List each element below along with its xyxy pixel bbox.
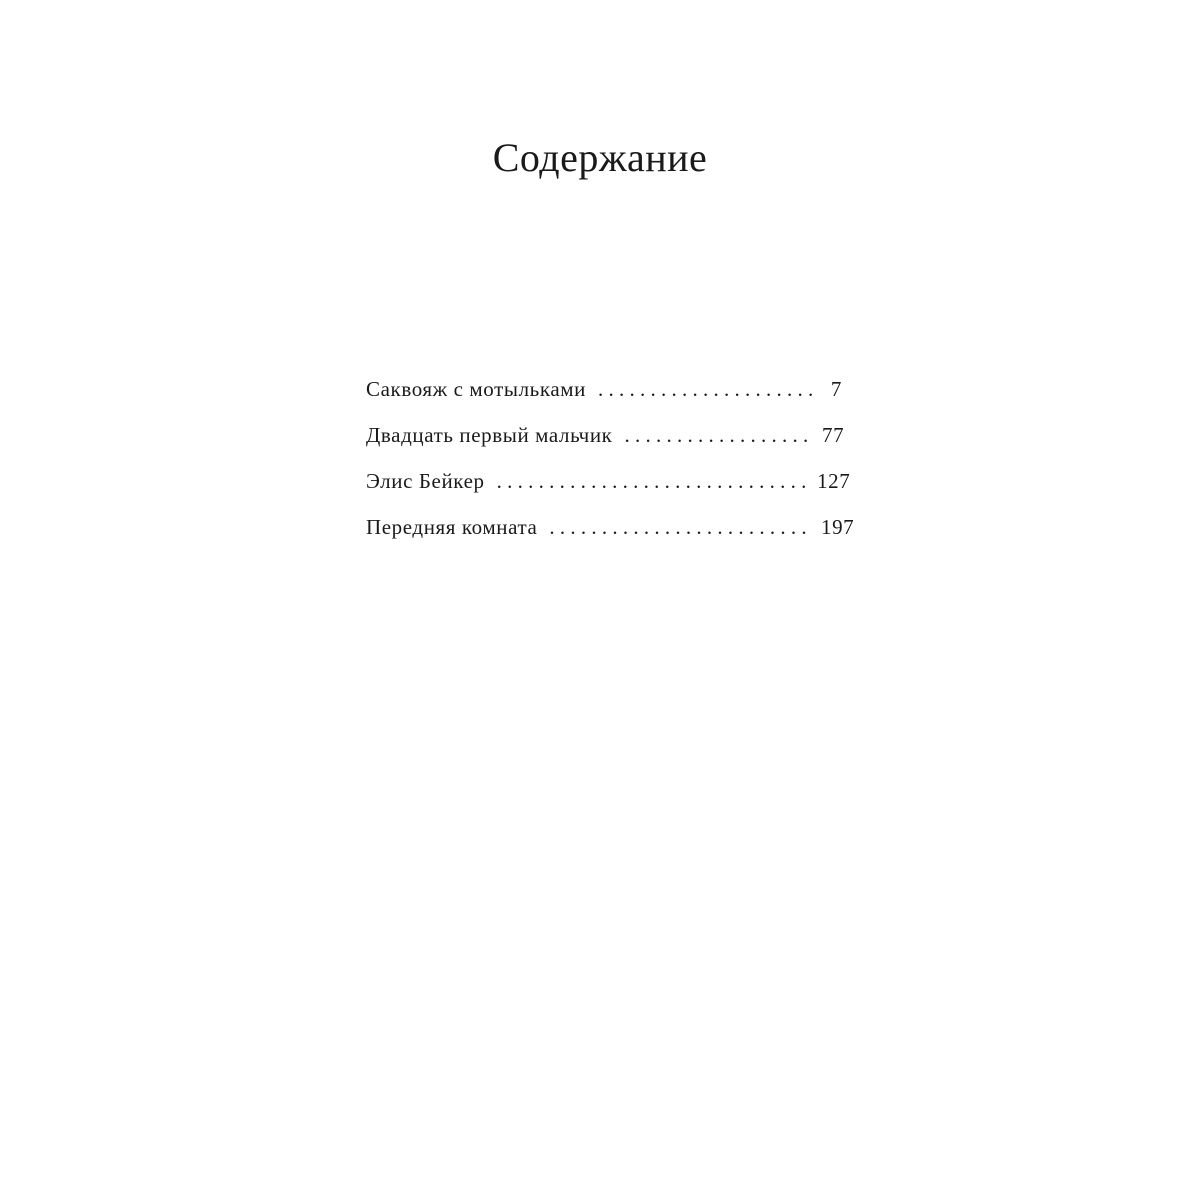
- table-of-contents: [366, 366, 855, 550]
- toc-entry-page: 127: [817, 469, 851, 493]
- toc-entry-page: 197: [820, 515, 855, 539]
- dot-leader: [497, 458, 807, 504]
- dot-leader: [598, 366, 812, 412]
- toc-entry: [366, 366, 842, 412]
- toc-entry-title: Элис Бейкер: [366, 469, 485, 493]
- toc-entry-title: Двадцать первый мальчик: [366, 423, 613, 447]
- page-title: Содержание: [492, 135, 708, 180]
- toc-entry: [366, 504, 855, 550]
- toc-entry-page: 77: [822, 423, 845, 447]
- dot-leader: [549, 504, 811, 550]
- toc-entry-title: Саквояж с мотыльками: [366, 377, 586, 401]
- toc-entry-page: 7: [830, 377, 842, 401]
- toc-entry: [366, 412, 845, 458]
- toc-entry: [366, 458, 851, 504]
- toc-entry-title: Передняя комната: [366, 515, 538, 539]
- dot-leader: [624, 412, 812, 458]
